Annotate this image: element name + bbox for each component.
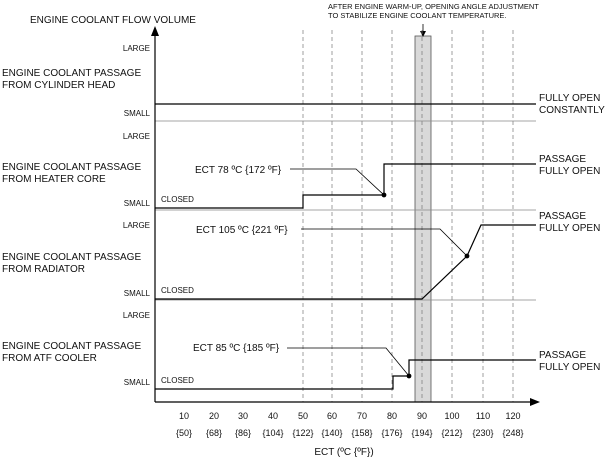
x-tick-c: 90 (416, 411, 428, 421)
flow-line-atf-cooler (155, 360, 536, 389)
note-line-2: TO STABILIZE ENGINE COOLANT TEMPERATURE. (328, 11, 507, 20)
x-tick-c: 40 (267, 411, 279, 421)
x-tick-f: {104} (262, 428, 284, 438)
level-small-label: SMALL (123, 199, 150, 208)
x-tick-c: 120 (505, 411, 521, 421)
warm-up-band (415, 36, 431, 402)
ect-label: ECT 78 ºC {172 ºF} (195, 165, 282, 176)
x-axis-title: ECT (ºC {ºF}) (314, 447, 374, 458)
x-tick-f: {86} (234, 428, 252, 438)
section-cylinder-head (2, 44, 605, 118)
section-atf-cooler (2, 311, 600, 389)
passage-name-line-1: ENGINE COOLANT PASSAGE (2, 68, 142, 79)
section-radiator (2, 211, 600, 299)
x-tick-c: 50 (297, 411, 309, 421)
passage-state-line-2: CONSTANTLY (539, 105, 605, 116)
passage-name-line-2: FROM RADIATOR (2, 264, 85, 275)
section-heater-core (2, 132, 600, 208)
ect-point-marker (382, 193, 387, 198)
x-tick-c: 60 (326, 411, 338, 421)
x-tick-c: 70 (356, 411, 368, 421)
ect-point-marker (465, 254, 470, 259)
passage-state-line-2: FULLY OPEN (539, 223, 601, 234)
ect-leader (287, 348, 409, 376)
level-closed-label: CLOSED (161, 376, 194, 385)
x-tick-f: {140} (321, 428, 343, 438)
passage-state-line-1: PASSAGE (539, 350, 587, 361)
x-tick-f: {122} (292, 428, 314, 438)
x-tick-f: {248} (502, 428, 524, 438)
passage-name-line-2: FROM ATF COOLER (2, 353, 97, 364)
passage-state-line-1: PASSAGE (539, 211, 587, 222)
level-closed-label: CLOSED (161, 195, 194, 204)
passage-name-line-1: ENGINE COOLANT PASSAGE (2, 162, 142, 173)
x-tick-c: 80 (386, 411, 398, 421)
level-small-label: SMALL (123, 289, 150, 298)
level-large-label: LARGE (122, 311, 150, 320)
passage-state-line-2: FULLY OPEN (539, 362, 601, 373)
passage-state-line-2: FULLY OPEN (539, 166, 601, 177)
ect-label: ECT 85 ºC {185 ºF} (193, 343, 280, 354)
x-tick-c: 10 (178, 411, 190, 421)
y-axis-arrow-icon (151, 26, 159, 36)
passage-state-line-1: FULLY OPEN (539, 93, 601, 104)
level-large-label: LARGE (122, 44, 150, 53)
x-axis-arrow-icon (530, 398, 540, 406)
level-small-label: SMALL (123, 378, 150, 387)
x-tick-f: {176} (381, 428, 403, 438)
x-tick-f: {158} (351, 428, 373, 438)
ect-label: ECT 105 ºC {221 ºF} (196, 225, 288, 236)
level-large-label: LARGE (122, 221, 150, 230)
level-closed-label: CLOSED (161, 286, 194, 295)
passage-state-line-1: PASSAGE (539, 154, 587, 165)
vertical-grid (303, 30, 513, 402)
flow-line-radiator (155, 225, 536, 299)
ect-leader (290, 169, 384, 195)
x-tick-c: 100 (444, 411, 460, 421)
level-small-label: SMALL (123, 109, 150, 118)
x-tick-f: {68} (205, 428, 223, 438)
passage-name-line-2: FROM CYLINDER HEAD (2, 80, 116, 91)
x-tick-c: 110 (475, 411, 491, 421)
x-tick-c: 30 (237, 411, 249, 421)
ect-leader (301, 229, 467, 256)
x-tick-f: {230} (472, 428, 494, 438)
passage-name-line-2: FROM HEATER CORE (2, 174, 106, 185)
x-tick-c: 20 (208, 411, 220, 421)
section-separators (155, 121, 536, 300)
note-line-1: AFTER ENGINE WARM-UP, OPENING ANGLE ADJUSTMENT (328, 2, 539, 11)
passage-name-line-1: ENGINE COOLANT PASSAGE (2, 252, 142, 263)
ect-point-marker (407, 374, 412, 379)
x-tick-f: {50} (175, 428, 193, 438)
x-tick-labels (176, 411, 524, 438)
x-tick-f: {212} (441, 428, 463, 438)
level-large-label: LARGE (122, 132, 150, 141)
passage-name-line-1: ENGINE COOLANT PASSAGE (2, 341, 142, 352)
y-axis-title: ENGINE COOLANT FLOW VOLUME (30, 15, 196, 26)
x-tick-f: {194} (411, 428, 433, 438)
